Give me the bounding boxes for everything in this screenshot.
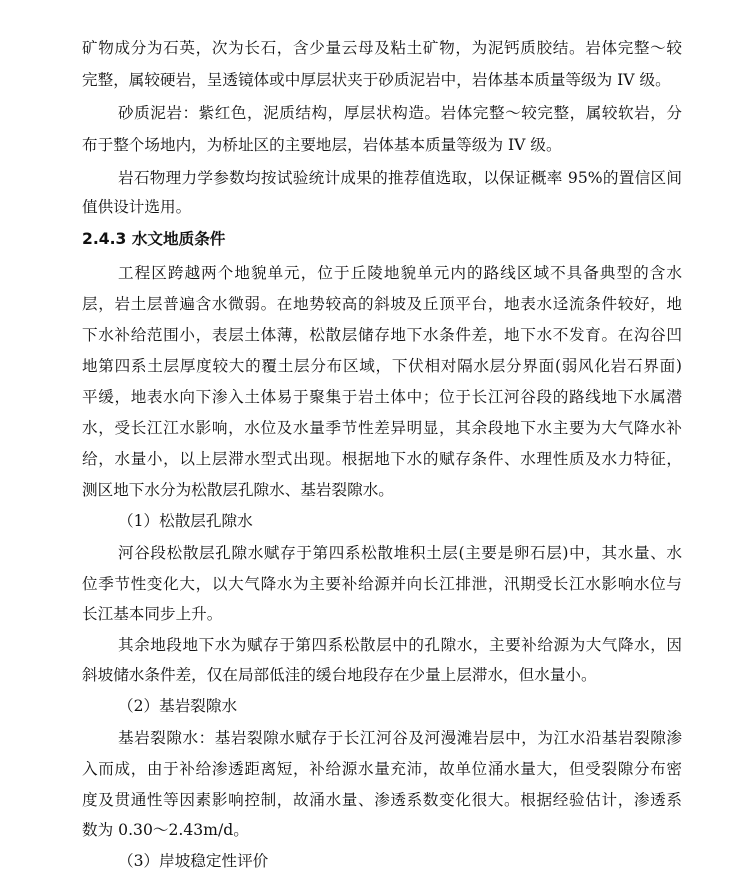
subsection-heading: （1）松散层孔隙水 bbox=[118, 512, 253, 530]
paragraph-line: 地第四系土层厚度较大的覆土层分布区域，下伏相对隔水层分界面(弱风化岩石界面) bbox=[82, 357, 682, 375]
paragraph-line: 数为 0.30～2.43m/d。 bbox=[82, 821, 249, 839]
paragraph-line: 斜坡储水条件差，仅在局部低洼的缓台地段存在少量上层滞水，但水量小。 bbox=[82, 666, 597, 684]
paragraph-line: 测区地下水分为松散层孔隙水、基岩裂隙水。 bbox=[82, 481, 394, 499]
paragraph-line: 平缓，地表水向下渗入土体易于聚集于岩土体中；位于长江河谷段的路线地下水属潜 bbox=[82, 388, 682, 406]
paragraph-line: 下水补给范围小，表层土体薄，松散层储存地下水条件差，地下水不发育。在沟谷凹 bbox=[82, 326, 682, 344]
paragraph-line: 位季节性变化大，以大气降水为主要补给源并向长江排泄，汛期受长江水影响水位与 bbox=[82, 575, 682, 593]
paragraph-line: 基岩裂隙水：基岩裂隙水赋存于长江河谷及河漫滩岩层中，为江水沿基岩裂隙渗 bbox=[118, 729, 682, 747]
section-heading: 2.4.3 水文地质条件 bbox=[82, 230, 226, 248]
paragraph-line: 层，岩土层普遍含水微弱。在地势较高的斜坡及丘顶平台，地表水迳流条件较好，地 bbox=[82, 295, 682, 313]
paragraph-line: 完整，属较硬岩，呈透镜体或中厚层状夹于砂质泥岩中，岩体基本质量等级为 IV 级。 bbox=[82, 71, 671, 89]
paragraph-line: 岩石物理力学参数均按试验统计成果的推荐值选取，以保证概率 95%的置信区间 bbox=[118, 169, 682, 187]
paragraph-line: 其余地段地下水为赋存于第四系松散层中的孔隙水，主要补给源为大气降水，因 bbox=[118, 636, 682, 654]
paragraph-line: 工程区跨越两个地貌单元，位于丘陵地貌单元内的路线区域不具备典型的含水 bbox=[118, 264, 682, 282]
paragraph-line: 长江基本同步上升。 bbox=[82, 605, 223, 623]
paragraph-line: 河谷段松散层孔隙水赋存于第四系松散堆积土层(主要是卵石层)中，其水量、水 bbox=[118, 544, 682, 562]
paragraph-line: 入而成，由于补给渗透距离短，补给源水量充沛，故单位涌水量大，但受裂隙分布密 bbox=[82, 760, 682, 778]
paragraph-line: 值供设计选用。 bbox=[82, 198, 192, 216]
subsection-heading: （3）岸坡稳定性评价 bbox=[118, 852, 269, 870]
paragraph-line: 水，受长江江水影响，水位及水量季节性差异明显，其余段地下水主要为大气降水补 bbox=[82, 419, 682, 437]
paragraph-line: 给，水量小，以上层滞水型式出现。根据地下水的赋存条件、水理性质及水力特征， bbox=[82, 450, 682, 468]
paragraph-line: 砂质泥岩：紫红色，泥质结构，厚层状构造。岩体完整～较完整，属较软岩，分 bbox=[118, 104, 682, 122]
paragraph-line: 布于整个场地内，为桥址区的主要地层，岩体基本质量等级为 IV 级。 bbox=[82, 136, 562, 154]
paragraph-line: 度及贯通性等因素影响控制，故涌水量、渗透系数变化很大。根据经验估计，渗透系 bbox=[82, 791, 682, 809]
subsection-heading: （2）基岩裂隙水 bbox=[118, 697, 238, 715]
paragraph-line: 矿物成分为石英，次为长石，含少量云母及粘土矿物，为泥钙质胶结。岩体完整～较 bbox=[82, 39, 682, 57]
